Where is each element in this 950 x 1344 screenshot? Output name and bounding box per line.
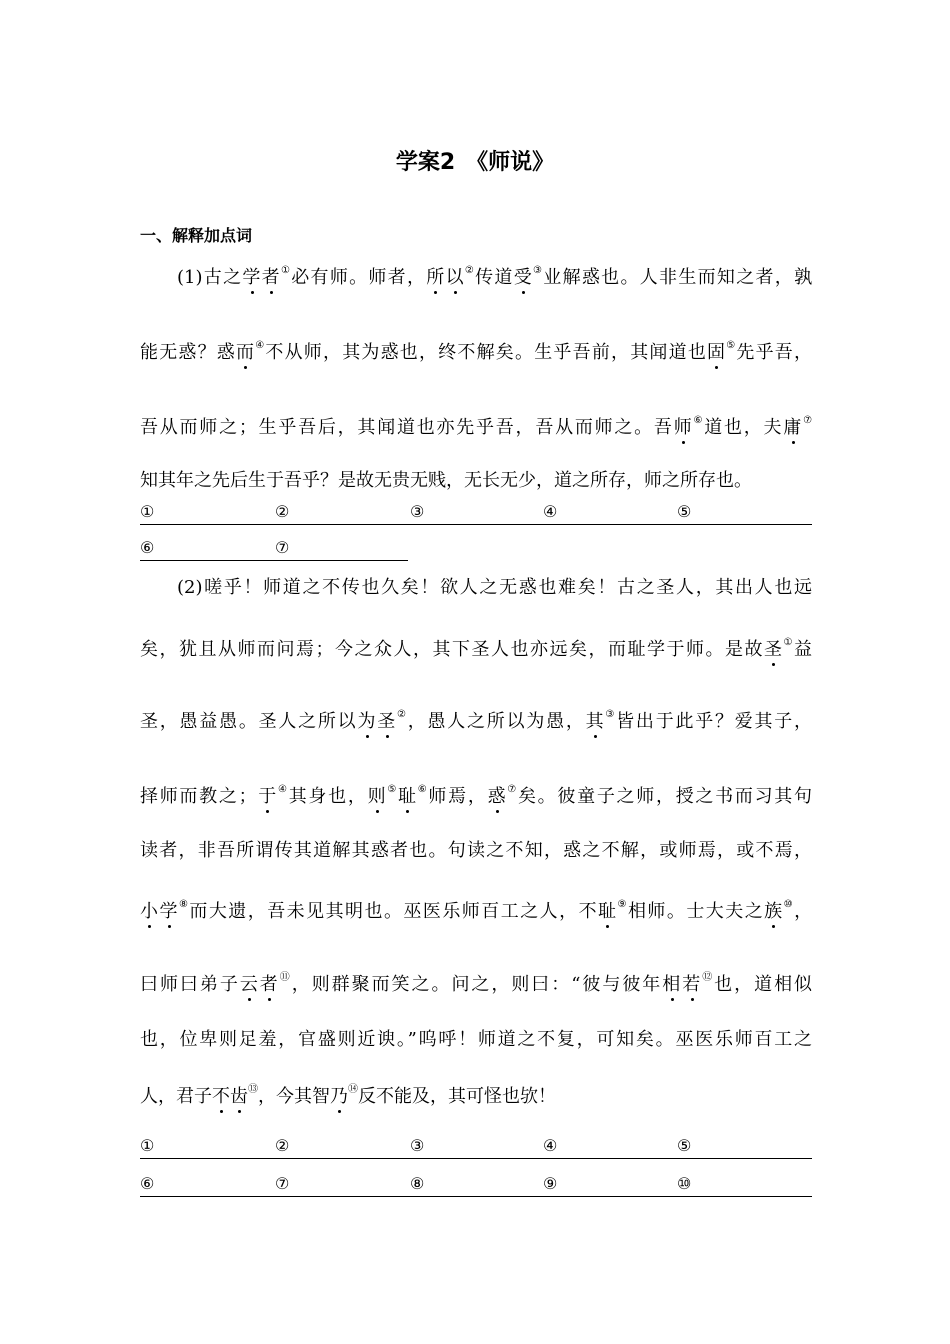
dotted-word: 所 <box>426 267 446 288</box>
note-marker: ⑩ <box>783 899 795 910</box>
text-segment: 择师而教之； <box>140 786 257 807</box>
dotted-word: 者 <box>261 267 281 288</box>
text-line <box>140 341 812 365</box>
text-segment: 矣。彼童子之师，授之书而习其句 <box>517 786 813 807</box>
note-marker: ⑤ <box>387 784 398 795</box>
text-line <box>140 710 812 734</box>
answer-number: ⑤ <box>677 1136 692 1155</box>
text-line <box>140 1085 812 1109</box>
text-line <box>140 973 812 997</box>
dotted-word: 为 <box>357 711 378 732</box>
dotted-word: 以 <box>445 267 465 288</box>
answer-number: ④ <box>543 1136 558 1155</box>
answer-number: ⑥ <box>140 538 155 557</box>
note-marker: ④ <box>278 784 289 795</box>
answer-number: ⑧ <box>410 1174 425 1193</box>
text-segment: 师焉， <box>428 786 488 807</box>
text-line <box>140 839 812 863</box>
dotted-word: 于 <box>256 786 279 807</box>
dotted-word: 学 <box>242 267 262 288</box>
text-segment: 业解惑也。人非生而知之者，孰 <box>543 267 813 288</box>
answer-number: ③ <box>410 1136 425 1155</box>
text-line <box>140 266 812 290</box>
dotted-word: 而 <box>236 342 256 363</box>
answer-number: ④ <box>543 502 558 521</box>
text-line <box>140 1028 812 1052</box>
page-title: 学案2 《师说》 <box>395 150 555 175</box>
dotted-word: 齿 <box>230 1086 248 1107</box>
text-segment: 先乎吾， <box>736 342 813 363</box>
text-line <box>140 785 812 809</box>
text-segment: ， <box>794 901 813 922</box>
text-segment: 也，位卑则足羞，官盛则近谀。”呜呼！师道之不复，可知矣。巫医乐师百工之 <box>140 1029 812 1050</box>
text-segment: 反不能及，其可怪也欤！ <box>358 1086 556 1107</box>
text-line <box>140 638 812 662</box>
dotted-word: 小 <box>140 901 160 922</box>
dotted-word: 若 <box>682 974 703 995</box>
dotted-word: 不 <box>212 1086 230 1107</box>
note-marker: ⑫ <box>702 972 715 983</box>
note-marker: ⑨ <box>617 899 628 910</box>
text-segment: 道也，夫 <box>704 417 784 438</box>
answer-line[interactable] <box>140 504 812 525</box>
text-segment: 矣，犹且从师而问焉；今之众人，其下圣人也亦远矣，而耻学于师。是故 <box>140 639 765 660</box>
dotted-word: 者 <box>259 974 280 995</box>
text-segment: 必有师。师者， <box>291 267 427 288</box>
text-segment: (2)嗟乎！师道之不传也久矣！欲人之无惑也难矣！古之圣人，其出人也远 <box>177 577 812 598</box>
answer-number: ⑤ <box>677 502 692 521</box>
dotted-word: 相 <box>662 974 683 995</box>
note-marker: ② <box>464 265 476 276</box>
dotted-word: 惑 <box>487 786 508 807</box>
answer-line[interactable] <box>140 540 408 561</box>
note-marker: ① <box>783 637 795 648</box>
note-marker: ④ <box>255 340 266 351</box>
text-segment: 相师。士大夫之 <box>627 901 765 922</box>
text-segment: ，愚人之所以为愚， <box>407 711 586 732</box>
dotted-word: 受 <box>513 267 534 288</box>
text-segment: 不从师，其为惑也，终不解矣。生乎吾前，其闻道也 <box>265 342 708 363</box>
dotted-word: 圣 <box>377 711 397 732</box>
dotted-word: 耻 <box>598 901 618 922</box>
note-marker: ③ <box>533 265 544 276</box>
note-marker: ⑥ <box>693 415 705 426</box>
answer-number: ⑩ <box>677 1174 692 1193</box>
answer-number: ① <box>140 502 155 521</box>
text-line <box>140 416 812 440</box>
dotted-word: 其 <box>585 711 606 732</box>
note-marker: ⑦ <box>803 415 813 426</box>
text-segment: 圣，愚益愚。圣人之所以 <box>140 711 358 732</box>
text-line <box>140 469 812 493</box>
dotted-word: 圣 <box>764 639 784 660</box>
dotted-word: 师 <box>673 417 694 438</box>
answer-number: ② <box>275 502 290 521</box>
dotted-word: 则 <box>367 786 388 807</box>
text-segment: 人，君子 <box>140 1086 212 1107</box>
text-segment: 而大遗，吾未见其明也。巫医乐师百工之人，不 <box>189 901 599 922</box>
text-segment: 吾从而师之；生乎吾后，其闻道也亦先乎吾，吾从而师之。吾 <box>140 417 674 438</box>
text-segment: 曰师曰弟子 <box>140 974 240 995</box>
note-marker: ③ <box>605 709 617 720</box>
note-marker: ② <box>397 709 408 720</box>
answer-number: ② <box>275 1136 290 1155</box>
dotted-word: 族 <box>764 901 784 922</box>
section-heading: 一、解释加点词 <box>140 226 253 245</box>
text-segment: 益 <box>794 639 813 660</box>
text-line <box>140 576 812 600</box>
note-marker: ⑥ <box>417 784 429 795</box>
text-segment: 其身也， <box>288 786 368 807</box>
answer-number: ⑦ <box>275 538 290 557</box>
note-marker: ① <box>280 265 292 276</box>
note-marker: ⑧ <box>178 899 190 910</box>
note-marker: ⑤ <box>726 340 737 351</box>
dotted-word: 云 <box>239 974 260 995</box>
dotted-word: 耻 <box>398 786 418 807</box>
text-segment: 皆出于此乎？爱其子， <box>616 711 813 732</box>
text-segment: 传道 <box>475 267 514 288</box>
text-segment: ，则群聚而笑之。问之，则曰：“彼与彼年 <box>291 974 663 995</box>
note-marker: ⑦ <box>507 784 518 795</box>
text-segment: 能无惑？惑 <box>140 342 237 363</box>
text-segment: 读者，非吾所谓传其道解其惑者也。句读之不知，惑之不解，或师焉，或不焉， <box>140 840 812 861</box>
dotted-word: 庸 <box>783 417 804 438</box>
dotted-word: 学 <box>159 901 179 922</box>
text-line <box>140 900 812 924</box>
answer-line[interactable] <box>140 1138 812 1159</box>
text-segment: ，今其智 <box>258 1086 330 1107</box>
answer-line[interactable] <box>140 1176 812 1197</box>
note-marker: ⑪ <box>279 972 292 983</box>
text-segment: 也，道相似 <box>714 974 813 995</box>
dotted-word: 乃 <box>330 1086 348 1107</box>
answer-number: ③ <box>410 502 425 521</box>
answer-number: ⑦ <box>275 1174 290 1193</box>
answer-number: ⑥ <box>140 1174 155 1193</box>
text-segment: 知其年之先后生于吾乎？是故无贵无贱，无长无少，道之所存，师之所存也。 <box>140 470 752 491</box>
dotted-word: 固 <box>707 342 727 363</box>
text-segment: (1)古之 <box>177 267 243 288</box>
note-marker: ⑭ <box>348 1084 358 1095</box>
note-marker: ⑬ <box>248 1084 258 1095</box>
answer-number: ⑨ <box>543 1174 558 1193</box>
answer-number: ① <box>140 1136 155 1155</box>
